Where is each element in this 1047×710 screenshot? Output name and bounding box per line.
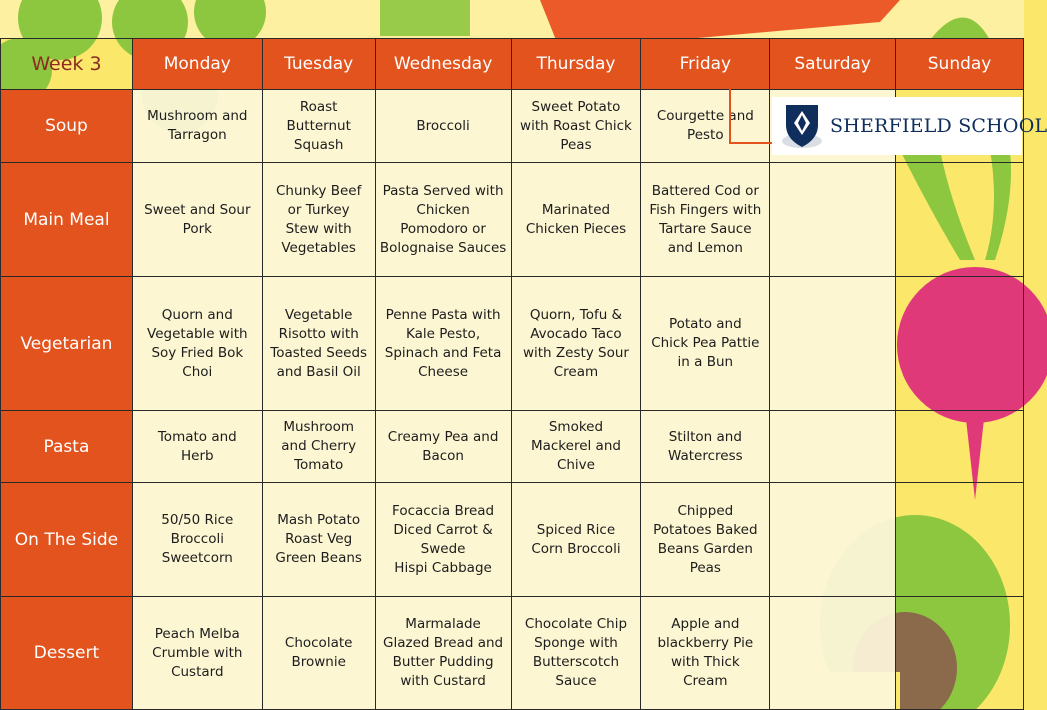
menu-cell: Chipped Potatoes Baked Beans Garden Peas <box>641 483 770 597</box>
menu-cell: Stilton and Watercress <box>641 411 770 483</box>
menu-cell: Courgette and Pesto <box>641 90 770 163</box>
menu-cell: Focaccia Bread Diced Carrot & Swede Hispi Cabbage <box>375 483 511 597</box>
menu-cell: Marmalade Glazed Bread and Butter Pudding with Custard <box>375 597 511 710</box>
menu-cell: Potato and Chick Pea Pattie in a Bun <box>641 277 770 411</box>
menu-cell: Creamy Pea and Bacon <box>375 411 511 483</box>
menu-cell: Sweet and Sour Pork <box>132 163 262 277</box>
school-crest-icon <box>780 101 824 151</box>
menu-cell: Spiced Rice Corn Broccoli <box>511 483 641 597</box>
row-header-dessert: Dessert <box>1 597 133 710</box>
day-header-sunday: Sunday <box>896 39 1024 90</box>
menu-cell: Sweet Potato with Roast Chick Peas <box>511 90 641 163</box>
menu-cell: Marinated Chicken Pieces <box>511 163 641 277</box>
week-label: Week 3 <box>1 39 133 90</box>
menu-cell <box>770 411 896 483</box>
menu-cell: Chocolate Brownie <box>262 597 375 710</box>
menu-cell <box>896 483 1024 597</box>
menu-cell: Peach Melba Crumble with Custard <box>132 597 262 710</box>
menu-cell: Apple and blackberry Pie with Thick Cream <box>641 597 770 710</box>
menu-cell <box>896 597 1024 710</box>
menu-cell: Mash Potato Roast Veg Green Beans <box>262 483 375 597</box>
menu-cell: Penne Pasta with Kale Pesto, Spinach and Feta Cheese <box>375 277 511 411</box>
menu-cell <box>896 277 1024 411</box>
day-header-monday: Monday <box>132 39 262 90</box>
menu-cell: Quorn and Vegetable with Soy Fried Bok Choi <box>132 277 262 411</box>
menu-cell: Vegetable Risotto with Toasted Seeds and Basil Oil <box>262 277 375 411</box>
menu-cell <box>770 597 896 710</box>
menu-row-pasta <box>1 411 1024 483</box>
menu-row-on-the-side <box>1 483 1024 597</box>
row-header-pasta: Pasta <box>1 411 133 483</box>
menu-cell: Roast Butternut Squash <box>262 90 375 163</box>
menu-row-vegetarian <box>1 277 1024 411</box>
menu-cell <box>770 483 896 597</box>
day-header-wednesday: Wednesday <box>375 39 511 90</box>
menu-row-main-meal <box>1 163 1024 277</box>
menu-cell: Chunky Beef or Turkey Stew with Vegetables <box>262 163 375 277</box>
menu-cell <box>896 163 1024 277</box>
row-header-on-the-side: On The Side <box>1 483 133 597</box>
menu-cell: Smoked Mackerel and Chive <box>511 411 641 483</box>
logo-callout-line <box>729 89 773 144</box>
menu-cell <box>770 277 896 411</box>
menu-cell: Mushroom and Cherry Tomato <box>262 411 375 483</box>
menu-cell <box>770 163 896 277</box>
school-logo <box>772 97 1047 155</box>
menu-cell: Broccoli <box>375 90 511 163</box>
menu-cell: Pasta Served with Chicken Pomodoro or Bolognaise Sauces <box>375 163 511 277</box>
menu-cell: Quorn, Tofu & Avocado Taco with Zesty Sour Cream <box>511 277 641 411</box>
menu-cell: Chocolate Chip Sponge with Butterscotch Sauce <box>511 597 641 710</box>
day-header-friday: Friday <box>641 39 770 90</box>
row-header-soup: Soup <box>1 90 133 163</box>
menu-cell: Battered Cod or Fish Fingers with Tartare Sauce and Lemon <box>641 163 770 277</box>
menu-cell: Mushroom and Tarragon <box>132 90 262 163</box>
menu-cell: Tomato and Herb <box>132 411 262 483</box>
day-header-row <box>1 39 1024 90</box>
menu-cell <box>896 411 1024 483</box>
menu-row-dessert <box>1 597 1024 710</box>
day-header-saturday: Saturday <box>770 39 896 90</box>
school-name: SHERFIELD SCHOOL <box>830 115 1047 137</box>
day-header-tuesday: Tuesday <box>262 39 375 90</box>
row-header-vegetarian: Vegetarian <box>1 277 133 411</box>
menu-cell: 50/50 Rice Broccoli Sweetcorn <box>132 483 262 597</box>
day-header-thursday: Thursday <box>511 39 641 90</box>
row-header-main-meal: Main Meal <box>1 163 133 277</box>
